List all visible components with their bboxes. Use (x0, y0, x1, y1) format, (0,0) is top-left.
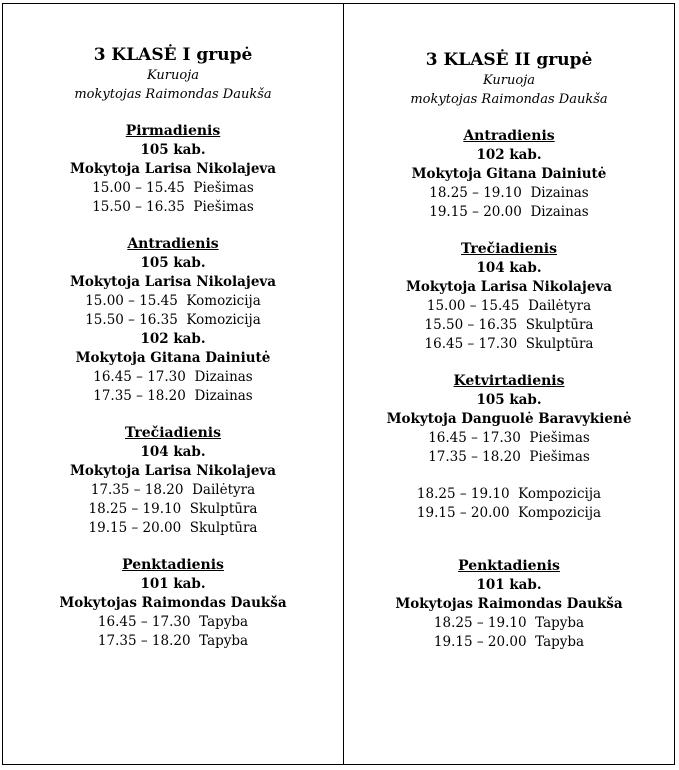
lesson-row: 19.15 – 20.00 Dizainas (429, 204, 589, 220)
lesson-row: 18.25 – 19.10 Kompozicija (416, 486, 602, 502)
room-label: 104 kab. (140, 444, 206, 460)
day-heading: Ketvirtadienis (453, 373, 565, 389)
lesson-row: 16.45 – 17.30 Piešimas (428, 430, 590, 446)
lesson-row: 18.25 – 19.10 Skulptūra (88, 501, 258, 517)
curator-label: Kuruoja (147, 68, 199, 83)
day-heading: Trečiadienis (461, 241, 557, 257)
lesson-row: 19.15 – 20.00 Kompozicija (416, 505, 602, 521)
teacher-name: Mokytoja Gitana Dainiutė (411, 166, 607, 182)
lesson-row: 16.45 – 17.30 Tapyba (97, 614, 249, 630)
room-label: 101 kab. (476, 577, 542, 593)
day-heading: Antradienis (463, 128, 555, 144)
lesson-row: 18.25 – 19.10 Dizainas (429, 185, 589, 201)
room-label: 105 kab. (140, 142, 206, 158)
day-heading: Penktadienis (458, 558, 560, 574)
group-2-title: 3 KLASĖ II grupė (425, 50, 593, 70)
teacher-name: Mokytoja Larisa Nikolajeva (69, 161, 276, 177)
day-block-tuesday (3, 235, 343, 406)
group-1-title: 3 KLASĖ I grupė (93, 45, 253, 65)
teacher-name: Mokytoja Danguolė Baravykienė (386, 411, 632, 427)
curator-name: mokytojas Raimondas Daukša (74, 87, 272, 102)
day-block-wednesday (3, 424, 343, 538)
room-label: 102 kab. (140, 331, 206, 347)
spacer (344, 523, 674, 557)
room-label: 102 kab. (476, 147, 542, 163)
day-block-thursday (344, 372, 674, 523)
lesson-row: 17.35 – 18.20 Dizainas (93, 388, 253, 404)
lesson-row: 15.50 – 16.35 Skulptūra (424, 317, 594, 333)
spacer (344, 467, 674, 485)
curator-label: Kuruoja (483, 73, 535, 88)
group-2-column (344, 4, 674, 764)
lesson-row: 15.50 – 16.35 Piešimas (92, 199, 254, 215)
teacher-name: Mokytojas Raimondas Daukša (59, 595, 287, 611)
day-heading: Pirmadienis (125, 123, 221, 139)
lesson-row: 16.45 – 17.30 Skulptūra (424, 336, 594, 352)
day-block-tuesday (344, 127, 674, 222)
teacher-name: Mokytoja Larisa Nikolajeva (69, 463, 276, 479)
room-label: 104 kab. (476, 260, 542, 276)
lesson-row: 16.45 – 17.30 Dizainas (93, 369, 253, 385)
room-label: 101 kab. (140, 576, 206, 592)
day-block-friday (3, 556, 343, 651)
group-1-column (3, 4, 344, 764)
day-heading: Penktadienis (122, 557, 224, 573)
lesson-row: 15.00 – 15.45 Dailėtyra (426, 298, 592, 314)
day-heading: Antradienis (127, 236, 219, 252)
day-block-monday (3, 122, 343, 217)
lesson-row: 17.35 – 18.20 Piešimas (428, 449, 590, 465)
lesson-row: 19.15 – 20.00 Skulptūra (88, 520, 258, 536)
day-block-friday (344, 557, 674, 652)
teacher-name: Mokytojas Raimondas Daukša (395, 596, 623, 612)
teacher-name: Mokytoja Gitana Dainiutė (75, 350, 271, 366)
lesson-row: 15.50 – 16.35 Komozicija (85, 312, 261, 328)
lesson-row: 15.00 – 15.45 Komozicija (85, 293, 261, 309)
teacher-name: Mokytoja Larisa Nikolajeva (69, 274, 276, 290)
day-block-wednesday (344, 240, 674, 354)
lesson-row: 18.25 – 19.10 Tapyba (433, 615, 585, 631)
lesson-row: 19.15 – 20.00 Tapyba (433, 634, 585, 650)
lesson-row: 17.35 – 18.20 Dailėtyra (90, 482, 256, 498)
lesson-row: 15.00 – 15.45 Piešimas (92, 180, 254, 196)
room-label: 105 kab. (140, 255, 206, 271)
lesson-row: 17.35 – 18.20 Tapyba (97, 633, 249, 649)
curator-name: mokytojas Raimondas Daukša (410, 92, 608, 107)
room-label: 105 kab. (476, 392, 542, 408)
teacher-name: Mokytoja Larisa Nikolajeva (405, 279, 612, 295)
day-heading: Trečiadienis (125, 425, 221, 441)
schedule-table (2, 3, 675, 765)
